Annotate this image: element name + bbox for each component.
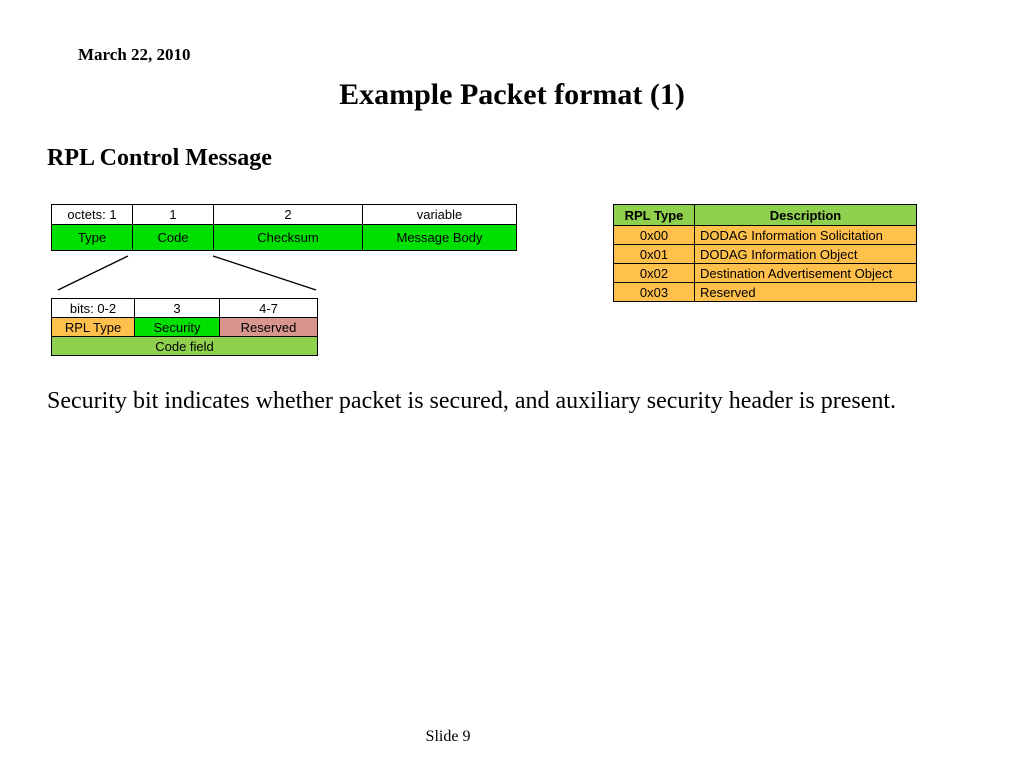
bits-rpl-type: RPL Type	[52, 318, 135, 337]
header-cell: variable	[363, 205, 517, 225]
header-cell: 1	[133, 205, 214, 225]
rpl-header-row	[614, 205, 917, 226]
slide-title: Example Packet format (1)	[339, 78, 685, 111]
col-rpl-type: RPL Type	[614, 205, 695, 226]
table-row	[614, 226, 917, 245]
header-cell: 4-7	[220, 299, 318, 318]
table-row	[614, 264, 917, 283]
table-row	[614, 283, 917, 302]
table-row	[614, 245, 917, 264]
header-cell: octets: 1	[52, 205, 133, 225]
field-code: Code	[133, 225, 214, 251]
bits-reserved: Reserved	[220, 318, 318, 337]
bits-header-row	[52, 299, 318, 318]
rpl-type-description: Reserved	[695, 283, 917, 302]
col-description: Description	[695, 205, 917, 226]
rpl-type-code: 0x01	[614, 245, 695, 264]
rpl-type-description: DODAG Information Object	[695, 245, 917, 264]
rpl-type-code: 0x03	[614, 283, 695, 302]
zoom-line-left	[58, 256, 128, 290]
section-subtitle: RPL Control Message	[47, 145, 272, 171]
header-cell: bits: 0-2	[52, 299, 135, 318]
rpl-type-description: DODAG Information Solicitation	[695, 226, 917, 245]
field-type: Type	[52, 225, 133, 251]
field-message-body: Message Body	[363, 225, 517, 251]
header-cell: 3	[135, 299, 220, 318]
bits-security: Security	[135, 318, 220, 337]
rpl-type-code: 0x00	[614, 226, 695, 245]
slide-number: Slide 9	[425, 728, 471, 745]
slide-date: March 22, 2010	[78, 45, 191, 64]
code-caption-row	[52, 337, 318, 356]
code-field-caption: Code field	[52, 337, 318, 356]
bits-field-row	[52, 318, 318, 337]
header-cell: 2	[214, 205, 363, 225]
code-field-table	[51, 298, 318, 356]
zoom-line-right	[213, 256, 316, 290]
rpl-type-table	[613, 204, 917, 302]
rpl-type-code: 0x02	[614, 264, 695, 283]
body-paragraph: Security bit indicates whether packet is secured, and auxiliary security header is present.	[47, 388, 897, 414]
field-checksum: Checksum	[214, 225, 363, 251]
rpl-type-description: Destination Advertisement Object	[695, 264, 917, 283]
